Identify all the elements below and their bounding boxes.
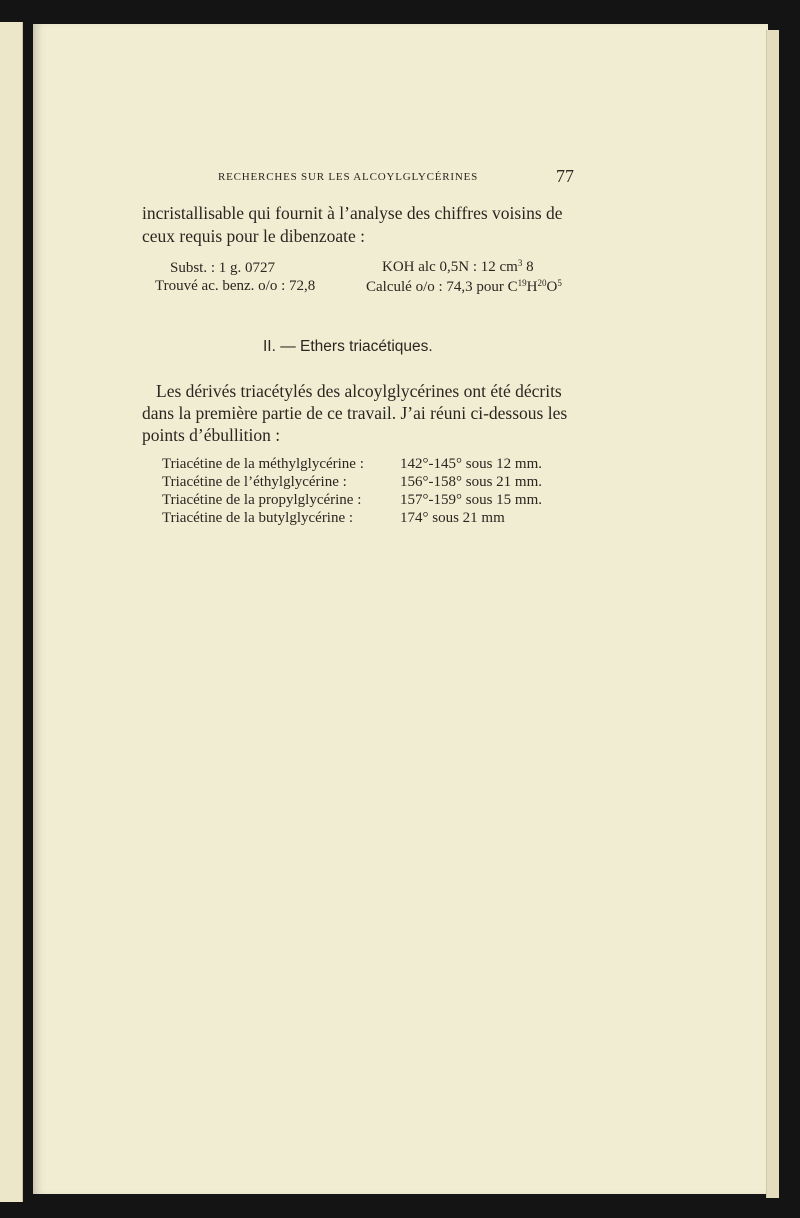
- intro-line-1: incristallisable qui fournit à l’analyse des chiffres voisins de: [142, 203, 563, 223]
- previous-page-edge: [0, 22, 23, 1202]
- book-page: [33, 24, 768, 1194]
- bp-label-butyl: Triacétine de la butylglycérine :: [162, 510, 354, 526]
- paragraph-line-2: dans la première partie de ce travail. J’ai réuni ci-dessous les: [142, 403, 568, 423]
- bp-value-methyl: 142°-145° sous 12 mm.: [400, 456, 543, 472]
- paragraph-line-1: Les dérivés triacétylés des alcoylglycérines ont été décrits: [156, 381, 562, 401]
- bp-value-butyl: 174° sous 21 mm: [400, 510, 505, 526]
- analysis-koh: KOH alc 0,5N : 12 $cm^3$ 8: [382, 258, 534, 275]
- bp-value-propyl: 157°-159° sous 15 mm.: [400, 492, 543, 508]
- section-title: II. — Ethers triacétiques.: [263, 338, 433, 355]
- paragraph-line-3: points d’ébullition :: [142, 425, 281, 445]
- analysis-calculated: Calculé o/o : 74,3 pour $C^{19}H^{20}O^5$: [366, 278, 562, 295]
- page-stack-edge: [766, 30, 779, 1198]
- page-number: 77: [556, 166, 574, 186]
- intro-line-2: ceux requis pour le dibenzoate :: [142, 226, 366, 246]
- running-head: RECHERCHES SUR LES ALCOYLGLYCÉRINES: [218, 171, 479, 183]
- analysis-substance: Subst. : 1 g. 0727: [170, 260, 276, 276]
- bp-label-ethyl: Triacétine de l’éthylglycérine :: [162, 474, 347, 490]
- analysis-found: Trouvé ac. benz. o/o : 72,8: [155, 278, 316, 294]
- bp-label-methyl: Triacétine de la méthylglycérine :: [162, 456, 364, 472]
- bp-value-ethyl: 156°-158° sous 21 mm.: [400, 474, 543, 490]
- bp-label-propyl: Triacétine de la propylglycérine :: [162, 492, 362, 508]
